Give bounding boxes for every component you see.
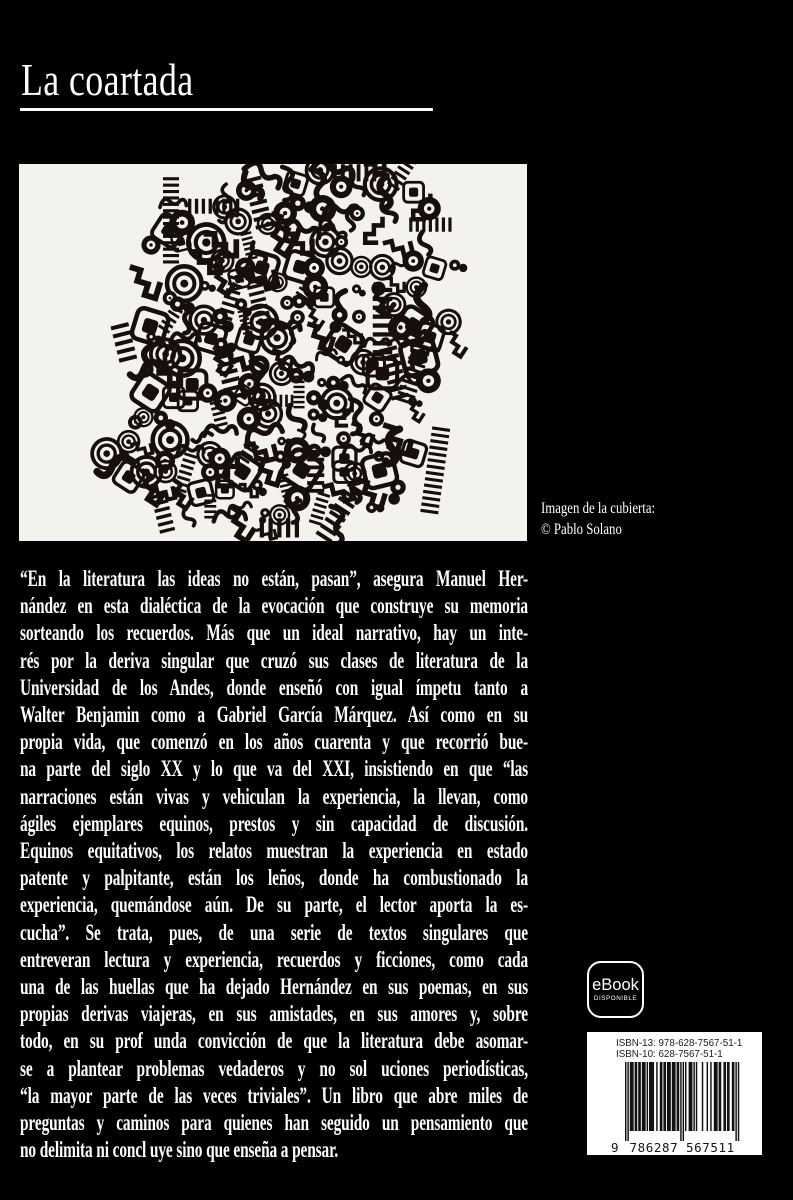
body-line: na parte del siglo XX y lo que va del XXI, insistiendo en que “las: [20, 756, 529, 783]
body-line: propia vida, que comenzó en los años cuarenta y que recorrió bue-: [20, 729, 529, 756]
book-title: La coartada: [21, 54, 194, 105]
ebook-badge-subtitle: DISPONIBLE: [593, 995, 638, 1002]
body-line: “la mayor parte de las veces triviales”. Un libro que abre miles de: [20, 1082, 529, 1109]
body-line: sorteando los recuerdos. Más que un ideal narrativo, hay un inte-: [20, 620, 529, 647]
body-line: todo, en su prof unda convicción de que la literatura debe asomar-: [20, 1028, 529, 1055]
body-line: no delimita ni concl uye sino que enseña a pensar.: [20, 1137, 339, 1164]
barcode-digit-lead: 9: [611, 1140, 620, 1155]
barcode-digits-right: 567511: [686, 1140, 735, 1155]
body-line: narraciones están vivas y vehiculan la experiencia, la llevan, como: [20, 783, 529, 810]
body-line: propias derivas viajeras, en sus amistades, en sus amores y, sobre: [20, 1001, 529, 1028]
barcode-digits-left: 786287: [629, 1140, 679, 1155]
doodle-artwork-image: [19, 164, 527, 541]
body-line: entreveran lectura y experiencia, recuerdos y ficciones, como cada: [20, 946, 529, 973]
cover-image-credit: [541, 498, 655, 540]
isbn10-text: ISBN-10: 628-7567-51-1: [616, 1049, 723, 1060]
body-line: nández en esta dialéctica de la evocación que construye su memoria: [20, 593, 529, 620]
ebook-badge-title: eBook: [592, 976, 639, 994]
back-cover-blurb: [20, 566, 528, 1164]
cover-artwork-panel: [19, 164, 527, 541]
title-underline: [20, 108, 433, 111]
body-line: una de las huellas que ha dejado Hernández en sus poemas, en sus: [20, 974, 529, 1001]
body-line: “En la literatura las ideas no están, pasan”, asegura Manuel Her-: [20, 566, 529, 592]
body-line: Walter Benjamin como a Gabriel García Márquez. Así como en su: [20, 702, 529, 729]
body-line: patente y palpitante, están los leños, donde ha combustionado la: [20, 865, 529, 892]
body-line: experiencia, quemándose aún. De su parte, el lector aporta la es-: [20, 892, 529, 919]
credit-line-1: Imagen de la cubierta:: [541, 500, 656, 517]
ebook-badge: [587, 961, 644, 1018]
body-line: rés por la deriva singular que cruzó sus clases de literatura de la: [20, 647, 529, 674]
body-line: cucha”. Se trata, pues, de una serie de textos singulares que: [20, 919, 529, 946]
credit-line-2: © Pablo Solano: [541, 521, 622, 538]
body-line: Universidad de los Andes, donde enseñó con igual ímpetu tanto a: [20, 674, 529, 701]
body-line: ágiles ejemplares equinos, prestos y sin capacidad de discusión.: [20, 810, 529, 837]
body-line: se a plantear problemas vedaderos y no sol uciones periodísticas,: [20, 1055, 529, 1082]
barcode-panel: [587, 1032, 762, 1155]
ean13-barcode: [595, 1060, 766, 1155]
body-line: preguntas y caminos para quienes han seguido un pensamiento que: [20, 1110, 529, 1137]
isbn-block: [616, 1038, 762, 1060]
isbn13-text: ISBN-13: 978-628-7567-51-1: [616, 1038, 743, 1049]
body-line: Equinos equitativos, los relatos muestran la experiencia en estado: [20, 838, 529, 865]
